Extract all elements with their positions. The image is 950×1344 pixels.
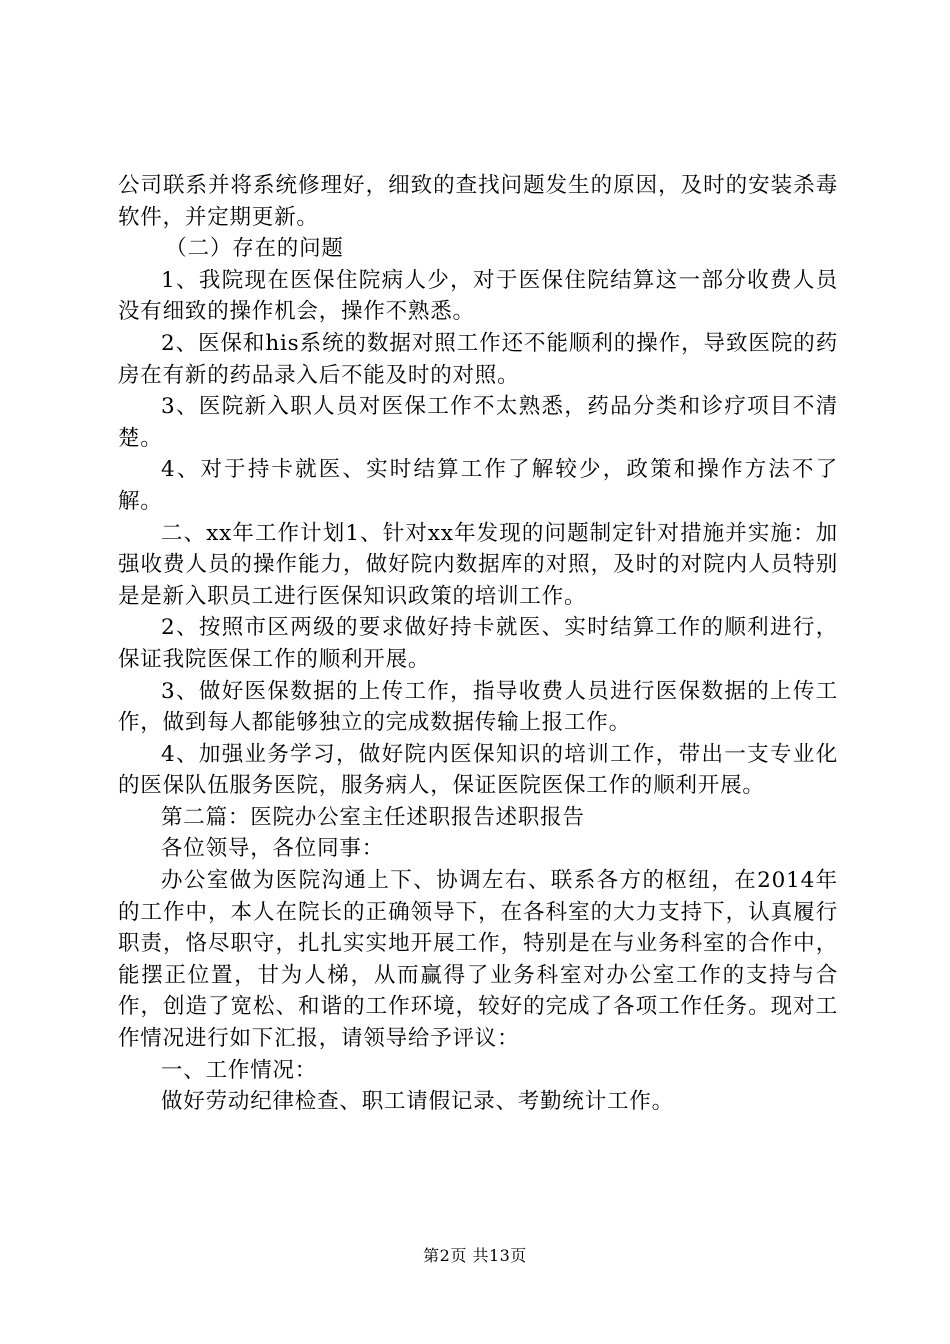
paragraph-plan-3: 3、做好医保数据的上传工作，指导收费人员进行医保数据的上传工作，做到每人都能够独立的完成数据传输上报工作。 bbox=[118, 678, 838, 736]
section-heading-part-two: 第二篇：医院办公室主任述职报告述职报告 bbox=[161, 804, 585, 830]
page-number-footer: 第2页 共13页 bbox=[423, 1246, 527, 1265]
paragraph-plan-1: 二、xx年工作计划1、针对xx年发现的问题制定针对措施并实施：加强收费人员的操作能力，做好院内数据库的对照，及时的对院内人员特别是是新入职员工进行医保知识政策的培训工作。 bbox=[118, 520, 838, 609]
salutation: 各位领导，各位同事： bbox=[161, 836, 385, 862]
paragraph-problem-4: 4、对于持卡就医、实时结算工作了解较少，政策和操作方法不了解。 bbox=[118, 457, 838, 514]
paragraph-attendance: 做好劳动纪律检查、职工请假记录、考勤统计工作。 bbox=[161, 1089, 674, 1115]
section-heading-problems: （二）存在的问题 bbox=[165, 236, 344, 262]
paragraph-continuation: 公司联系并将系统修理好，细致的查找问题发生的原因，及时的安装杀毒软件，并定期更新。 bbox=[118, 173, 838, 230]
paragraph-office-intro: 办公室做为医院沟通上下、协调左右、联系各方的枢纽，在2014年的工作中，本人在院长的正确领导下，在各科室的大力支持下，认真履行职责，恪尽职守，扎扎实实地开展工作，特别是在与业务科室的合作中，能摆正位置，甘为人梯，从而赢得了业务科室对办公室工作的支持与合作，创造了宽松、和谐的工作环境，较好的完成了各项工作任务。现对工作情况进行如下汇报，请领导给予评议： bbox=[118, 868, 838, 1052]
paragraph-problem-1: 1、我院现在医保住院病人少，对于医保住院结算这一部分收费人员没有细致的操作机会，操作不熟悉。 bbox=[118, 267, 838, 325]
paragraph-problem-3: 3、医院新入职人员对医保工作不太熟悉，药品分类和诊疗项目不清楚。 bbox=[118, 394, 838, 451]
document-body bbox=[118, 170, 838, 1118]
paragraph-plan-4: 4、加强业务学习，做好院内医保知识的培训工作，带出一支专业化的医保队伍服务医院，服务病人，保证医院医保工作的顺利开展。 bbox=[118, 741, 838, 799]
paragraph-problem-2: 2、医保和his系统的数据对照工作还不能顺利的操作，导致医院的药房在有新的药品录入后不能及时的对照。 bbox=[118, 330, 838, 388]
paragraph-plan-2: 2、按照市区两级的要求做好持卡就医、实时结算工作的顺利进行，保证我院医保工作的顺利开展。 bbox=[118, 615, 838, 672]
section-heading-work-status: 一、工作情况： bbox=[161, 1057, 318, 1083]
